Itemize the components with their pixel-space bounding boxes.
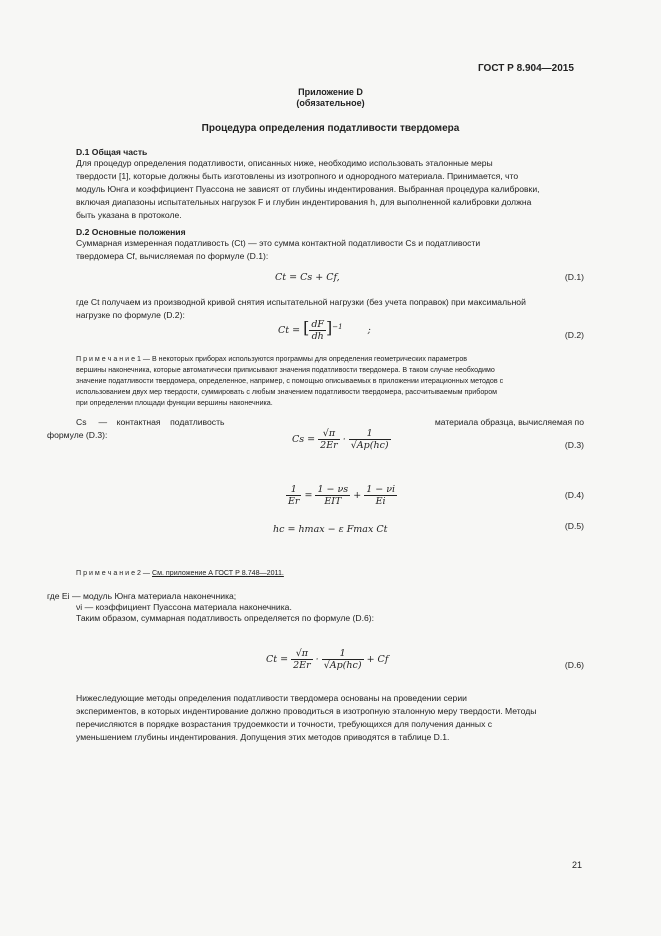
eq-tail: ; — [367, 325, 371, 336]
summary-line: Таким образом, суммарная податливость определяется по формуле (D.6): — [76, 613, 375, 623]
text-line: перечисляются в порядке возрастания трудоемкости и точности, требующихся для получения данных с — [76, 719, 493, 729]
page-number: 21 — [572, 860, 583, 870]
eq-lhs: Ct = — [266, 654, 292, 665]
section-heading-d1: D.1 Общая часть — [76, 147, 148, 157]
where-vi-line: νi — коэффициент Пуассона материала наконечника. — [76, 602, 292, 612]
equation-d4: $\frac{1}{Er}$ = $\frac{1 - \nu s}{\text{EIT}}$ + $\frac{1 - \nu i}{Ei}$ — [288, 484, 396, 507]
note-2 — [76, 568, 584, 579]
fraction — [364, 484, 397, 507]
text-line: П р и м е ч а н и е 1 — В некоторых приборах используются программы для определения геометрических параметров — [76, 355, 468, 363]
numerator: dF — [311, 319, 325, 330]
equation-d5: hc = hmax − ε Fmax Ct — [273, 524, 388, 535]
denominator: Er — [288, 496, 300, 507]
denominator: √Ap(hc) — [350, 440, 389, 451]
text-line: использованием двух мер твердости, суммировать с любым значением податливости твердомера, рассчитываемым прибором — [76, 388, 498, 396]
section-d1-text — [76, 157, 584, 222]
cs-definition-left: Cs — контактная податливость — [76, 417, 225, 427]
text-line: значение податливости твердомера, определенное, например, с помощью описываемых в приложении итерационных методов с — [76, 377, 504, 385]
fraction — [315, 484, 350, 507]
equation-number: (D.3) — [564, 440, 584, 450]
text-line: экспериментов, в которых индентирование должно проводиться в изотропную эталонную меру твердости. Методы — [76, 706, 537, 716]
equation-number: (D.6) — [564, 660, 584, 670]
fraction — [291, 648, 313, 671]
methods-paragraph — [76, 692, 584, 744]
text-line: Для процедур определения податливости, описанных ниже, необходимо использовать эталонные меры — [76, 158, 493, 168]
text-line: уменьшением глубины индентирования. Допущения этих методов приводятся в таблице D.1. — [76, 732, 450, 742]
denominator: √Ap(hc) — [323, 660, 362, 671]
note-label: П р и м е ч а н и е 2 — — [76, 569, 152, 577]
eq-lhs: Cs = — [292, 434, 319, 445]
text-line: модуль Юнга и коэффициент Пуассона не зависят от глубины индентирования. Выбранная процедура калибровки, — [76, 184, 540, 194]
fraction — [349, 428, 391, 451]
appendix-label: Приложение D — [298, 87, 363, 97]
cs-definition-right: материала образца, вычисляемая по — [434, 417, 584, 427]
text-line: включая диапазоны испытательных нагрузок F и глубин индентирования h, для выполненной калибровки должна — [76, 197, 532, 207]
standard-number: ГОСТ Р 8.904—2015 — [478, 63, 574, 74]
text-line: твердомера Cf, вычисляемая по формуле (D.1): — [76, 251, 269, 261]
equation-d1: Ct = Cs + Cf, — [275, 272, 340, 283]
equation-d6: Ct = $\frac{√\pi}{2Er}$ · $\frac{1}{√Ap(hc)}$ + Cf — [266, 648, 389, 671]
text-line: где Ct получаем из производной кривой снятия испытательной нагрузки (без учета поправок) при максимальной — [76, 297, 526, 307]
section-heading-d2: D.2 Основные положения — [76, 227, 186, 237]
equation-number: (D.5) — [564, 521, 584, 531]
text-line: Нижеследующие методы определения податливости твердомера основаны на проведении серии — [76, 693, 467, 703]
equation-number: (D.2) — [564, 330, 584, 340]
numerator: 1 — [286, 484, 301, 496]
denominator: dh — [311, 331, 324, 342]
eq-tail: + Cf — [366, 654, 389, 665]
equation-d3: Cs = $\frac{√\pi}{2Er}$ · $\frac{1}{√Ap(hc)}$ — [292, 428, 389, 451]
denominator: EIT — [324, 496, 342, 507]
numerator: 1 — [322, 648, 364, 660]
numerator: 1 — [349, 428, 391, 440]
where-ei-line: где Ei — модуль Юнга материала наконечника; — [47, 591, 237, 601]
section-d2-text — [76, 237, 584, 263]
equation-number: (D.1) — [564, 272, 584, 282]
text-line: Суммарная измеренная податливость (Ct) — это сумма контактной податливости Cs и податливости — [76, 238, 481, 248]
text-line: твердости [1], которые должны быть изготовлены из изотропного и однородного материала. Принимается, что — [76, 171, 519, 181]
fraction — [309, 319, 326, 342]
text-line: быть указана в протоколе. — [76, 210, 182, 220]
numerator: √π — [291, 648, 313, 660]
text-line: нагрузке по формуле (D.2): — [76, 310, 185, 320]
fraction — [322, 648, 364, 671]
appendix-status: (обязательное) — [296, 98, 365, 108]
text-line: при определении площади функции вершины наконечника. — [76, 399, 273, 407]
equation-d2: Ct = [ $\frac{dF}{dh}$ ]$^{-1}$ ; — [278, 318, 371, 342]
fraction — [318, 428, 340, 451]
eq-lhs: Ct = — [278, 325, 304, 336]
text-line: вершины наконечника, которые автоматически приписывают значения податливости твердомера. В таком случае необходимо — [76, 366, 495, 374]
exponent: −1 — [332, 322, 343, 331]
numerator: 1 − νi — [366, 484, 396, 495]
numerator: √π — [318, 428, 340, 440]
numerator: 1 − νs — [317, 484, 349, 495]
fraction — [286, 484, 301, 507]
note-1 — [76, 354, 584, 409]
note-reference-link[interactable]: См. приложение А ГОСТ Р 8.748—2011. — [151, 569, 284, 577]
denominator: 2Er — [293, 660, 311, 671]
denominator: Ei — [375, 496, 386, 507]
denominator: 2Er — [320, 440, 338, 451]
cs-definition-line2: формуле (D.3): — [47, 430, 108, 440]
page-title: Процедура определения податливости твердомера — [201, 123, 460, 134]
equation-number: (D.4) — [564, 490, 584, 500]
